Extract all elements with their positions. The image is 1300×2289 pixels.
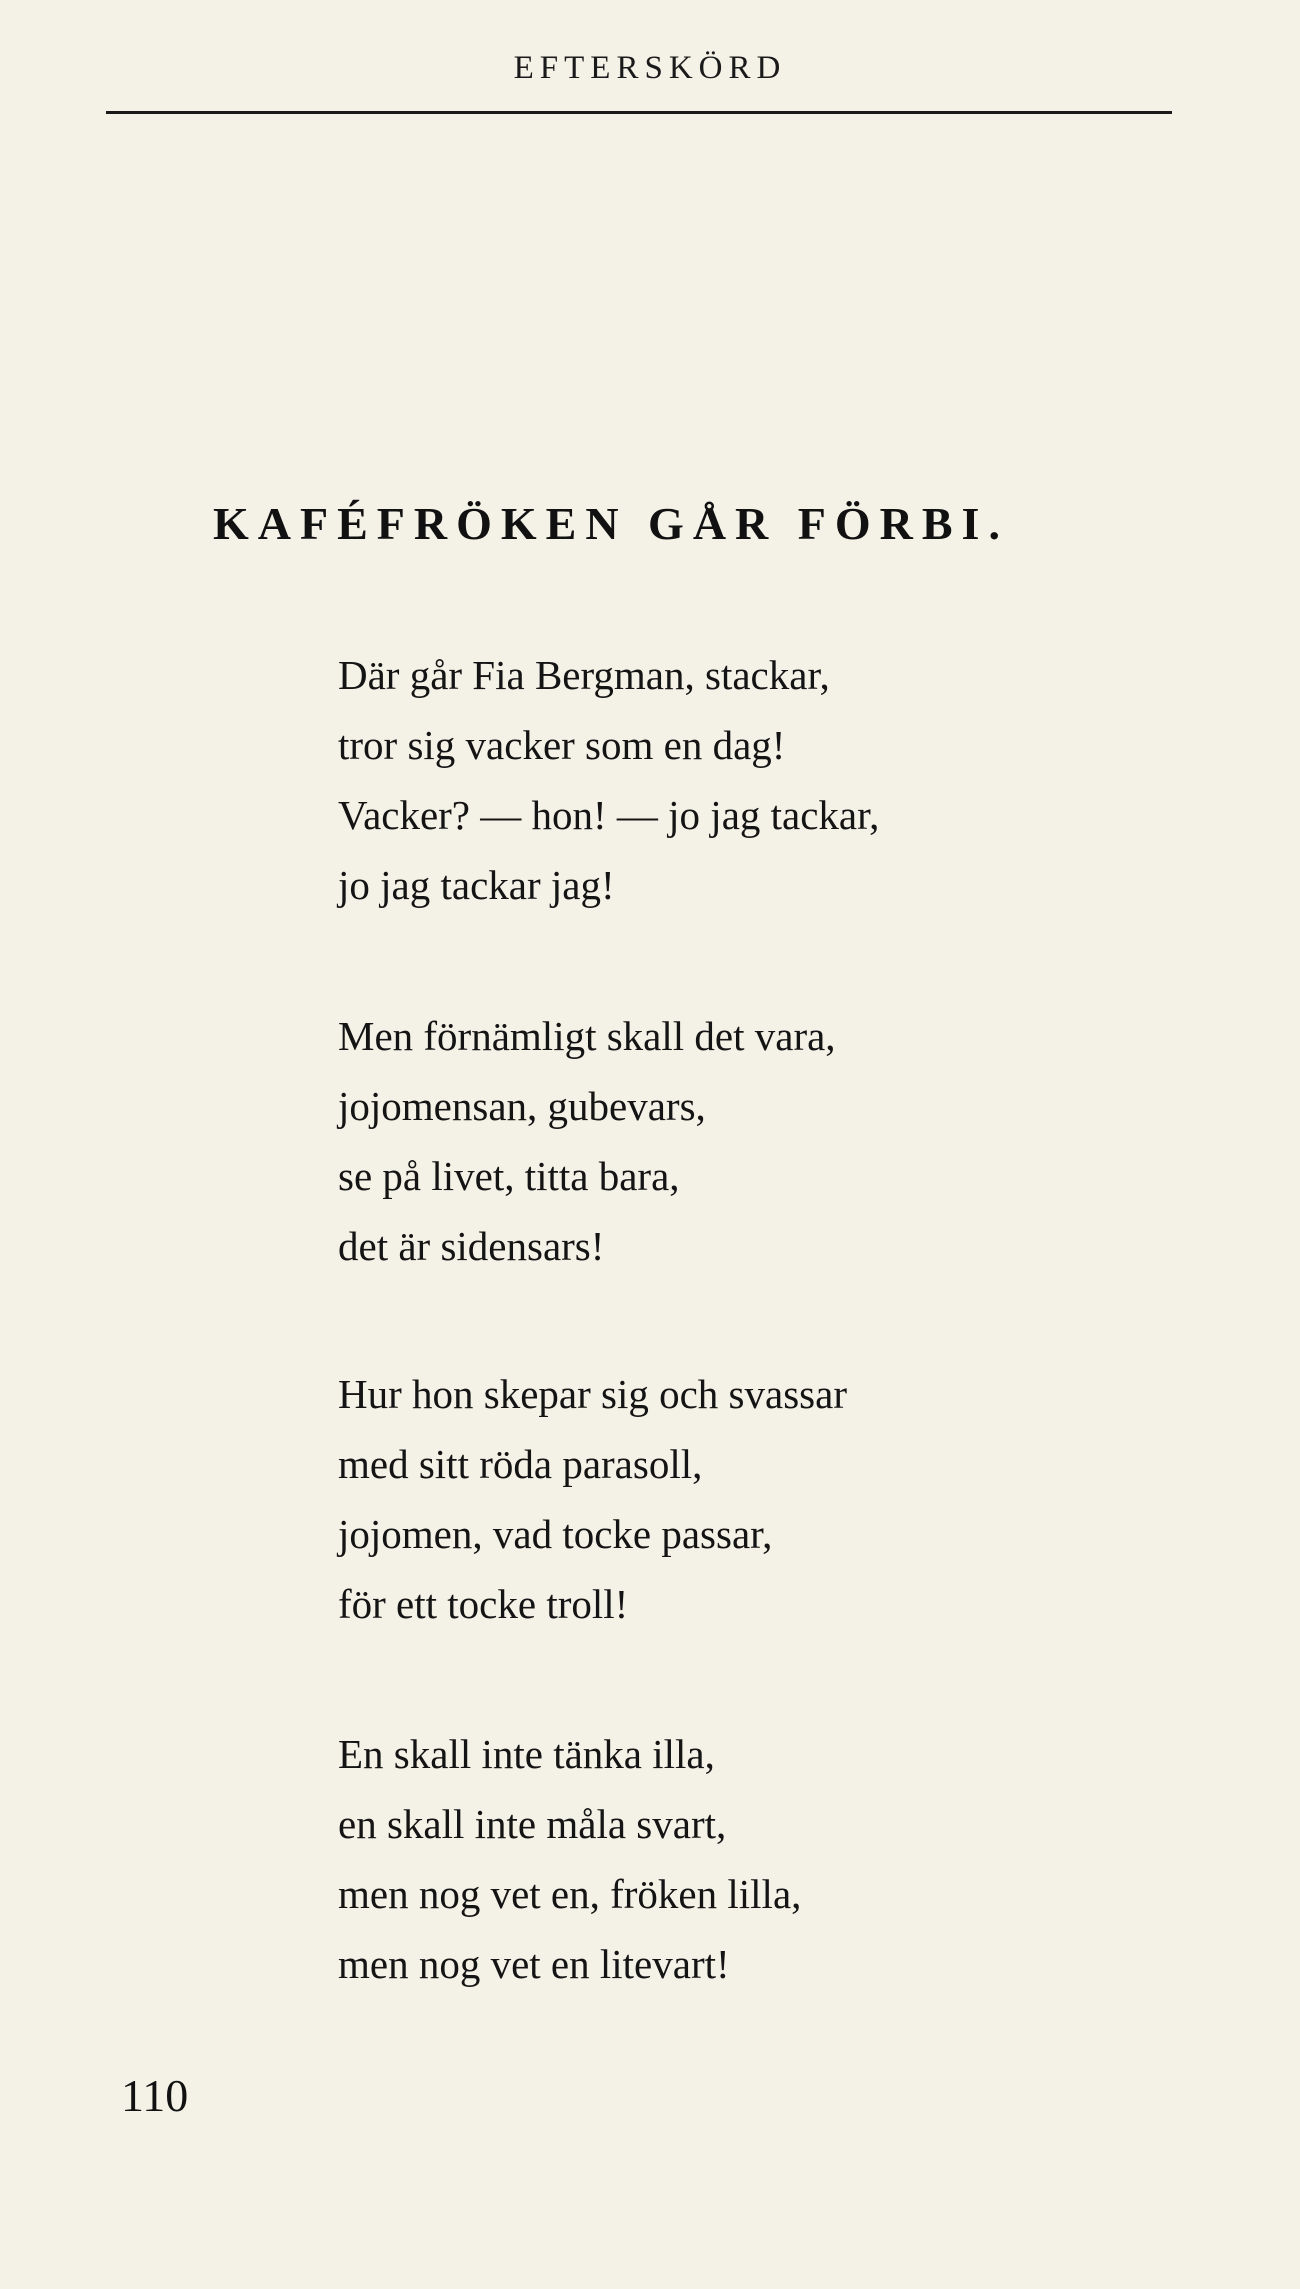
running-head: EFTERSKÖRD [513, 50, 787, 86]
poem-line: se på livet, titta bara, [338, 1153, 680, 1199]
poem-line: jojomen, vad tocke passar, [338, 1511, 773, 1557]
stanza-3 [338, 1359, 847, 1639]
poem-line: Vacker? — hon! — jo jag tackar, [338, 792, 880, 838]
poem-line: Där går Fia Bergman, stackar, [338, 652, 830, 698]
page-number: 110 [121, 2070, 189, 2121]
poem-line: men nog vet en litevart! [338, 1941, 730, 1987]
poem-title: KAFÉFRÖKEN GÅR FÖRBI. [213, 498, 1009, 549]
poem-line: jo jag tackar jag! [338, 862, 615, 908]
poem-line: tror sig vacker som en dag! [338, 722, 786, 768]
poem-line: för ett tocke troll! [338, 1581, 629, 1627]
poem-line: men nog vet en, fröken lilla, [338, 1871, 802, 1917]
stanza-4 [338, 1719, 801, 1999]
poem-line: En skall inte tänka illa, [338, 1731, 715, 1777]
header-rule [106, 111, 1172, 114]
stanza-2 [338, 1001, 836, 1281]
poem-line: Men förnämligt skall det vara, [338, 1013, 836, 1059]
poem-line: jojomensan, gubevars, [338, 1083, 706, 1129]
poem-line: med sitt röda parasoll, [338, 1441, 703, 1487]
poem-line: en skall inte måla svart, [338, 1801, 727, 1847]
poem-line: Hur hon skepar sig och svassar [338, 1371, 847, 1417]
stanza-1 [338, 640, 879, 920]
poem-line: det är sidensars! [338, 1223, 605, 1269]
